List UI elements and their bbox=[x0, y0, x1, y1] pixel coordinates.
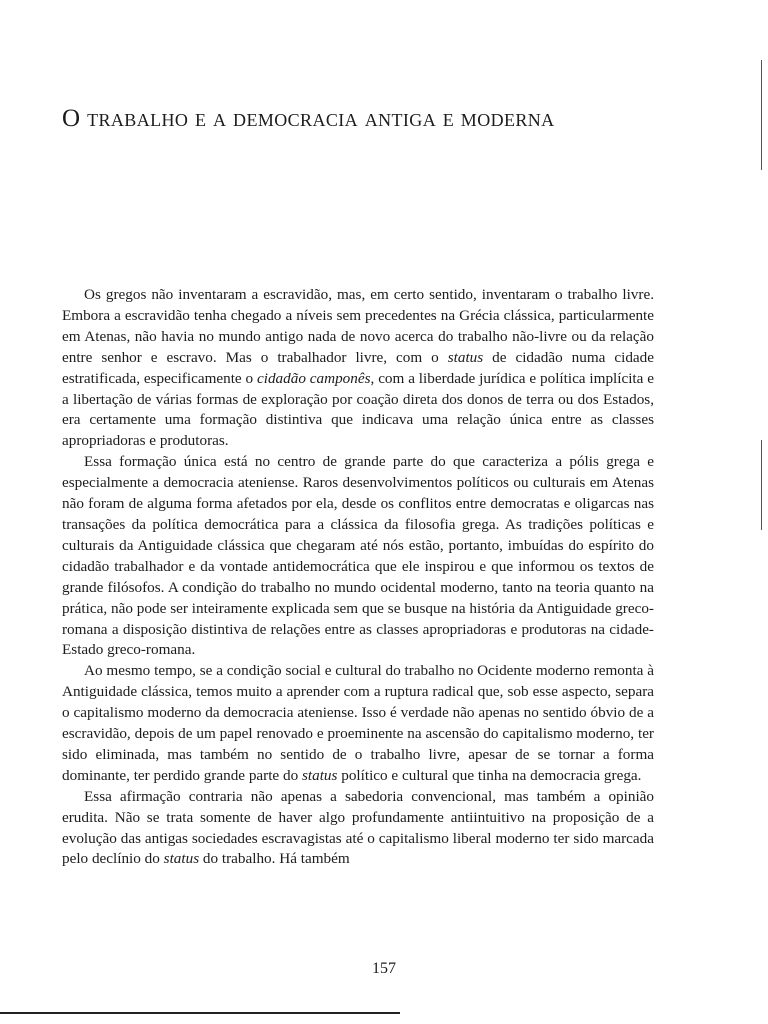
paragraph bbox=[62, 452, 654, 661]
italic-term: cidadão camponês bbox=[257, 369, 371, 387]
page-edge-line bbox=[761, 440, 762, 530]
paragraph-text: Os gregos não inventaram a escravidão, mas, em certo sentido, inventaram o trabalho livre. Embora a escravidão tenha chegado a níveis sem precedentes na Grécia clássica, particularmente em Atenas, não havia no mundo antigo nada de novo acerca do trabalho não-livre ou da relação entre senhor e escravo. Mas o trabalhador livre, com o bbox=[62, 286, 654, 366]
paragraph bbox=[62, 787, 654, 871]
paragraph bbox=[62, 661, 654, 786]
page-edge-line bbox=[761, 60, 762, 170]
scan-bottom-rule bbox=[0, 1012, 400, 1014]
page-number: 157 bbox=[372, 960, 396, 977]
paragraph-text: , com a liberdade jurídica e política implícita e a libertação de várias formas de exploração por coação direta dos donos de terra ou dos Estados, era certamente uma formação distintiva que indicava uma relação única entre as classes apropriadoras e produtoras. bbox=[62, 369, 654, 450]
body-text bbox=[62, 285, 654, 870]
paragraph-text: do trabalho. Há também bbox=[199, 850, 350, 868]
italic-term: status bbox=[447, 348, 484, 366]
paragraph-text: de cidadão numa cidade estratificada, especificamente o bbox=[62, 348, 654, 387]
italic-term: status bbox=[163, 850, 200, 868]
paragraph-text: Essa afirmação contraria não apenas a sabedoria convencional, mas também a opinião erudita. Não se trata somente de haver algo profundamente antiintuitivo na proposição de a evolução das antigas sociedades escravagistas até o capitalismo liberal moderno ter sido marcada pelo declínio do bbox=[62, 787, 654, 868]
chapter-title: O trabalho e a democracia antiga e moderna bbox=[62, 105, 555, 132]
paragraph-text: Ao mesmo tempo, se a condição social e cultural do trabalho no Ocidente moderno remonta à Antiguidade clássica, temos muito a aprender com a ruptura radical que, sob esse aspecto, separa o capitalismo moderno da democracia ateniense. Isso é verdade não apenas no sentido óbvio de a escravidão, depois de um papel renovado e proeminente na ascensão do capitalismo moderno, ter sido eliminada, mas também no sentido de o trabalho livre, apesar de se tornar a forma dominante, ter perdido grande parte do bbox=[62, 662, 654, 784]
paragraph bbox=[62, 285, 654, 452]
paragraph-text: Essa formação única está no centro de grande parte do que caracteriza a pólis grega e especialmente a democracia ateniense. Raros desenvolvimentos políticos ou culturais em Atenas não foram de alguma forma afetados por ela, desde os conflitos entre democratas e oligarcas nas transações da política democrática para a clássica da filosofia grega. As tradições políticas e culturais da Antiguidade clássica que chegaram até nós estão, portanto, imbuídas do espírito do cidadão trabalhador e da vontade antidemocrática que ele inspirou e que informou os textos de grande filósofos. A condição do trabalho no mundo ocidental moderno, tanto na teoria quanto na prática, não pode ser inteiramente explicada sem que se busque na história da Antiguidade greco-romana a disposição distintiva de relações entre as classes apropriadoras e produtoras na cidade-Estado greco-romana. bbox=[62, 453, 654, 659]
paragraph-text: político e cultural que tinha na democracia grega. bbox=[337, 766, 642, 784]
italic-term: status bbox=[301, 766, 338, 784]
